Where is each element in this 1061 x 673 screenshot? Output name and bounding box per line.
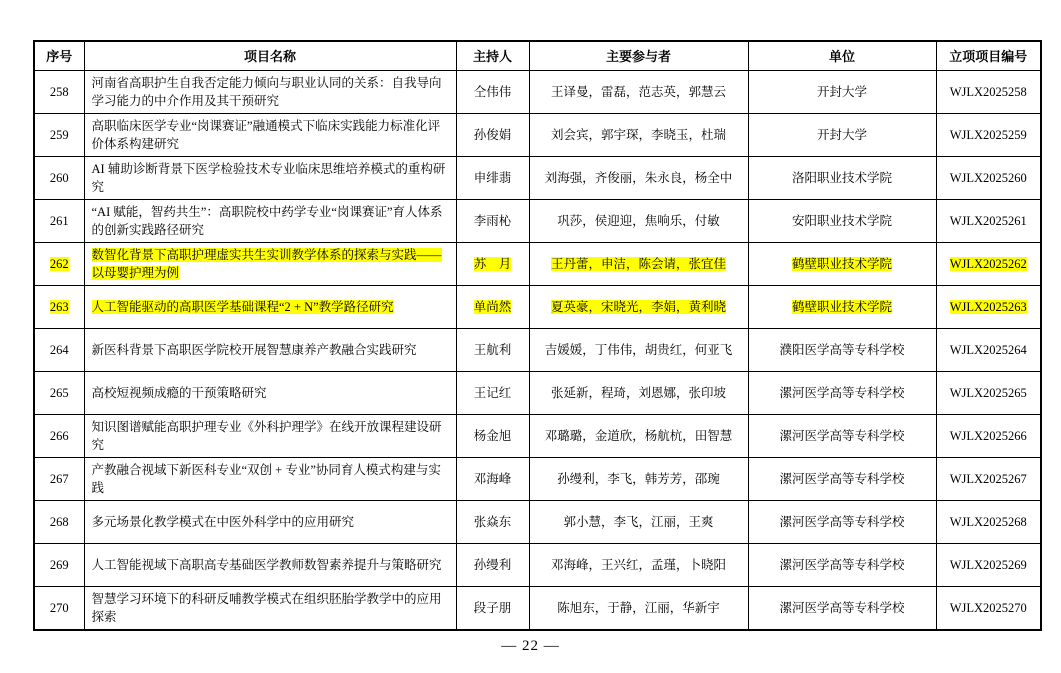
project-unit: 濮阳医学高等专科学校	[779, 343, 905, 357]
project-code: WJLX2025261	[949, 214, 1027, 228]
project-title: 高校短视频成瘾的干预策略研究	[91, 386, 267, 400]
table-row	[34, 286, 1041, 329]
table-body	[34, 71, 1041, 631]
project-participants: 夏英豪，宋晓光，李娟，黄利晓	[550, 300, 726, 314]
row-number: 269	[49, 558, 69, 572]
project-participants: 孙缦利，李飞，韩芳芳，邵琬	[557, 472, 720, 486]
project-unit: 洛阳职业技术学院	[791, 171, 892, 185]
project-unit: 开封大学	[816, 128, 867, 142]
project-participants: 郭小慧，李飞，江丽，王爽	[563, 515, 714, 529]
project-participants: 巩莎，侯迎迎，焦响乐，付敏	[557, 214, 720, 228]
project-host: 孙缦利	[473, 558, 512, 572]
project-code: WJLX2025259	[949, 128, 1027, 142]
project-unit: 安阳职业技术学院	[791, 214, 892, 228]
project-participants: 邓璐璐，金道欣，杨航杭，田智慧	[544, 429, 733, 443]
row-number: 270	[49, 601, 69, 615]
table-row	[34, 71, 1041, 114]
project-unit: 开封大学	[816, 85, 867, 99]
project-unit: 漯河医学高等专科学校	[779, 472, 905, 486]
project-code: WJLX2025270	[949, 601, 1027, 615]
project-unit: 鹤壁职业技术学院	[791, 300, 892, 314]
column-header-code: 立项项目编号	[936, 41, 1041, 71]
project-host: 苏 月	[473, 257, 512, 271]
project-unit: 漯河医学高等专科学校	[779, 515, 905, 529]
table-row	[34, 544, 1041, 587]
row-number: 258	[49, 85, 69, 99]
project-title: AI 辅助诊断背景下医学检验技术专业临床思维培养模式的重构研究	[91, 162, 446, 194]
project-host: 段子朋	[473, 601, 512, 615]
project-code: WJLX2025264	[949, 343, 1027, 357]
project-unit: 漯河医学高等专科学校	[779, 558, 905, 572]
column-header-unit: 单位	[748, 41, 936, 71]
project-participants: 吉媛媛，丁伟伟，胡贵红，何亚飞	[544, 343, 733, 357]
project-title: 产教融合视域下新医科专业“双创 + 专业”协同育人模式构建与实践	[91, 463, 441, 495]
project-title: 人工智能视域下高职高专基础医学教师数智素养提升与策略研究	[91, 558, 442, 572]
project-host: 王记红	[473, 386, 512, 400]
project-host: 申绯翡	[473, 171, 512, 185]
project-host: 王航利	[473, 343, 512, 357]
project-code: WJLX2025260	[949, 171, 1027, 185]
table-row	[34, 157, 1041, 200]
row-number: 265	[49, 386, 69, 400]
project-host: 单尚然	[473, 300, 512, 314]
project-participants: 王丹蕾，申洁，陈会请，张宜佳	[550, 257, 726, 271]
project-host: 仝伟伟	[473, 85, 512, 99]
table-row	[34, 372, 1041, 415]
column-header-participants: 主要参与者	[529, 41, 748, 71]
project-participants: 刘海强，齐俊丽，朱永良，杨全中	[544, 171, 733, 185]
project-unit: 漯河医学高等专科学校	[779, 429, 905, 443]
table-row	[34, 114, 1041, 157]
project-title: 新医科背景下高职医学院校开展智慧康养产教融合实践研究	[91, 343, 417, 357]
project-participants: 邓海峰，王兴红，孟瑾，卜晓阳	[550, 558, 726, 572]
project-code: WJLX2025262	[949, 257, 1027, 271]
row-number: 263	[49, 300, 69, 314]
project-title: 数智化背景下高职护理虚实共生实训教学体系的探索与实践——以母婴护理为例	[91, 248, 442, 280]
project-participants: 张延新，程琦，刘恩娜，张印坡	[550, 386, 726, 400]
table-row	[34, 329, 1041, 372]
project-unit: 鹤壁职业技术学院	[791, 257, 892, 271]
project-host: 杨金旭	[473, 429, 512, 443]
row-number: 266	[49, 429, 69, 443]
table-row	[34, 501, 1041, 544]
row-number: 264	[49, 343, 69, 357]
project-title: “AI 赋能，智药共生”：高职院校中药学专业“岗课赛证”育人体系的创新实践路径研究	[91, 205, 443, 237]
project-code: WJLX2025265	[949, 386, 1027, 400]
row-number: 259	[49, 128, 69, 142]
table-row	[34, 200, 1041, 243]
row-number: 267	[49, 472, 69, 486]
project-title: 多元场景化教学模式在中医外科学中的应用研究	[91, 515, 355, 529]
page-number: — 22 —	[501, 638, 560, 654]
project-code: WJLX2025266	[949, 429, 1027, 443]
table-row	[34, 243, 1041, 286]
header-row	[34, 41, 1041, 71]
table-row	[34, 587, 1041, 631]
project-host: 李雨杺	[473, 214, 512, 228]
project-participants: 刘会宾，郭宇琛，李晓玉，杜瑞	[550, 128, 726, 142]
project-title: 河南省高职护生自我否定能力倾向与职业认同的关系：自我导向学习能力的中介作用及其干预研究	[91, 76, 442, 108]
project-title: 知识图谱赋能高职护理专业《外科护理学》在线开放课程建设研究	[91, 420, 442, 452]
row-number: 268	[49, 515, 69, 529]
project-participants: 陈旭东，于静，江丽，华新宇	[557, 601, 720, 615]
project-code: WJLX2025268	[949, 515, 1027, 529]
row-number: 261	[49, 214, 69, 228]
table-row	[34, 458, 1041, 501]
table-row	[34, 415, 1041, 458]
project-participants: 王译曼，雷磊，范志英，郭慧云	[550, 85, 726, 99]
project-title: 智慧学习环境下的科研反哺教学模式在组织胚胎学教学中的应用探索	[91, 592, 442, 624]
project-unit: 漯河医学高等专科学校	[779, 386, 905, 400]
project-code: WJLX2025267	[949, 472, 1027, 486]
table-header	[34, 41, 1041, 71]
projects-table	[33, 40, 1042, 631]
row-number: 262	[49, 257, 69, 271]
project-title: 高职临床医学专业“岗课赛证”融通模式下临床实践能力标准化评价体系构建研究	[91, 119, 441, 151]
project-host: 张焱东	[473, 515, 512, 529]
column-header-no: 序号	[34, 41, 84, 71]
row-number: 260	[49, 171, 69, 185]
project-host: 孙俊娟	[473, 128, 512, 142]
column-header-title: 项目名称	[84, 41, 456, 71]
project-code: WJLX2025258	[949, 85, 1027, 99]
project-host: 邓海峰	[473, 472, 512, 486]
column-header-host: 主持人	[456, 41, 529, 71]
project-unit: 漯河医学高等专科学校	[779, 601, 905, 615]
project-code: WJLX2025269	[949, 558, 1027, 572]
project-code: WJLX2025263	[949, 300, 1027, 314]
project-title: 人工智能驱动的高职医学基础课程“2 + N”教学路径研究	[91, 300, 394, 314]
